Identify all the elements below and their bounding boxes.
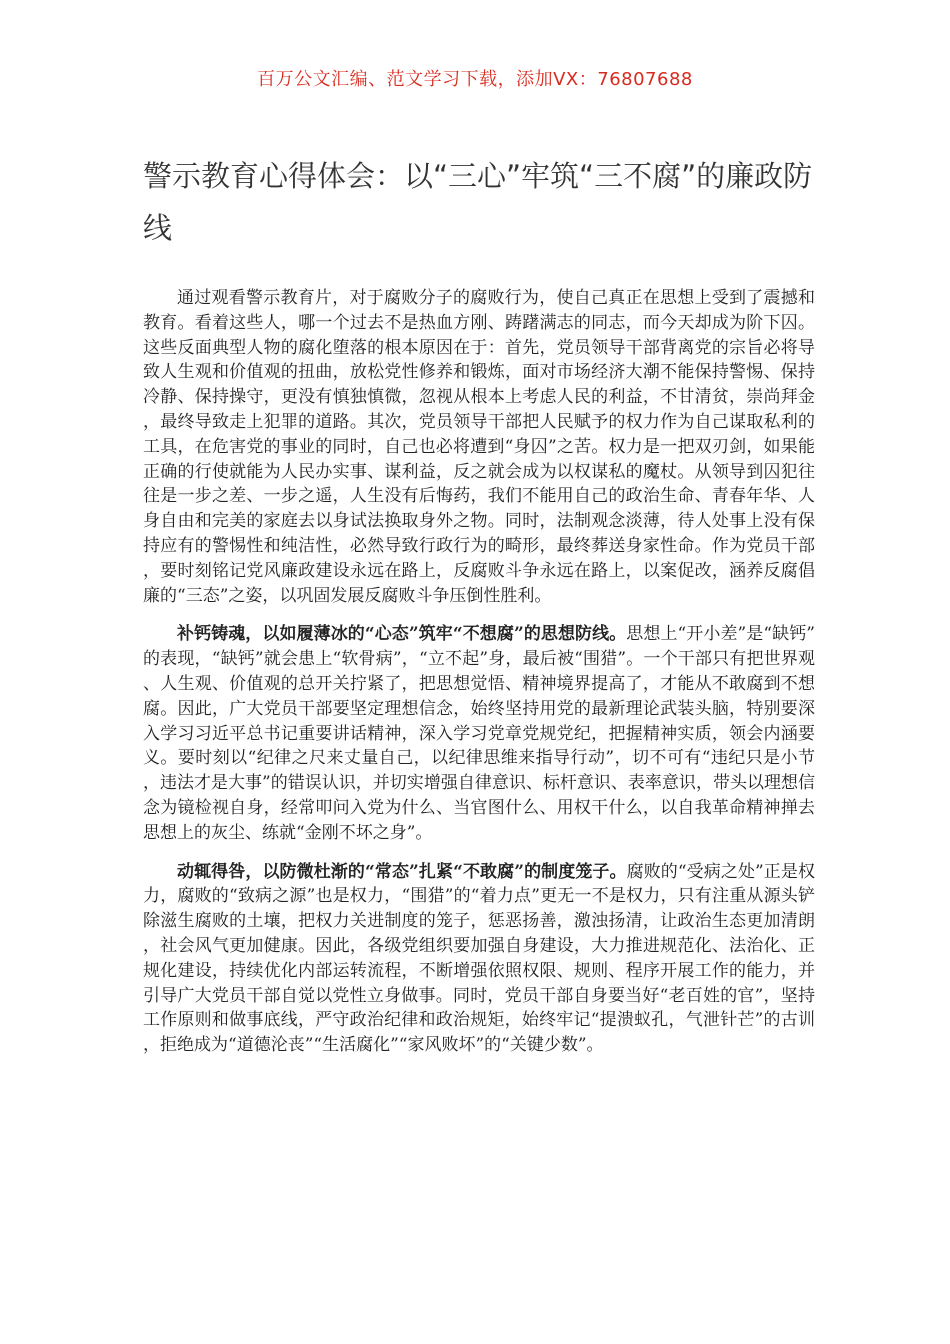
paragraph-text: 腐败的“受病之处”正是权力，腐败的“致病之源”也是权力，“围猎”的“着力点”更无一不是权力，只有注重从源头铲除滋生腐败的土壤，把权力关进制度的笼子，惩恶扬善，激浊扬清，让政治生态更加清朗，社会风气更加健康。因此，各级党组织要加强自身建设，大力推进规范化、法治化、正规化建设，持续优化内部运转流程，不断增强依照权限、规则、程序开展工作的能力，并引导广大党员干部自觉以党性立身做事。同时，党员干部自身要当好“老百姓的官”，坚持工作原则和做事底线，严守政治纪律和政治规矩，始终牢记“提溃蚁孔，气泄针芒”的古训，拒绝成为“道德沦丧”“生活腐化”“家风败坏”的“关键少数”。: [143, 861, 815, 1056]
paragraph-text: 通过观看警示教育片，对于腐败分子的腐败行为，使自己真正在思想上受到了震撼和教育。看着这些人，哪一个过去不是热血方刚、踌躇满志的同志，而今天却成为阶下囚。这些反面典型人物的腐化堕落的根本原因在于：首先，党员领导干部背离党的宗旨必将导致人生观和价值观的扭曲，放松党性修养和锻炼，面对市场经济大潮不能保持警惕、保持冷静、保持操守，更没有慎独慎微，忽视从根本上考虑人民的利益，不甘清贫，崇尚拜金，最终导致走上犯罪的道路。其次，党员领导干部把人民赋予的权力作为自己谋取私利的工具，在危害党的事业的同时，自己也必将遭到“身囚”之苦。权力是一把双刃剑，如果能正确的行使就能为人民办实事、谋利益，反之就会成为以权谋私的魔杖。从领导到囚犯往往是一步之差、一步之遥，人生没有后悔药，我们不能用自己的政治生命、青春年华、人身自由和完美的家庭去以身试法换取身外之物。同时，法制观念淡薄，待人处事上没有保持应有的警惕性和纯洁性，必然导致行政行为的畸形，最终葬送身家性命。作为党员干部，要时刻铭记党风廉政建设永远在路上，反腐败斗争永远在路上，以案促改，涵养反腐倡廉的“三态”之姿，以巩固发展反腐败斗争压倒性胜利。: [143, 288, 815, 606]
header-contact-note: 百万公文汇编、范文学习下载，添加VX：76807688: [257, 69, 693, 90]
paragraph-lead: 动辄得咎，以防微杜渐的“常态”扎紧“不敢腐”的制度笼子。: [177, 861, 627, 882]
paragraph-bugai: [143, 622, 815, 845]
paragraph-text: 思想上“开小差”是“缺钙”的表现，“缺钙”就会患上“软骨病”，“立不起”身，最后被“围猎”。一个干部只有把世界观、人生观、价值观的总开关拧紧了，把思想觉悟、精神境界提高了，才能从不敢腐到不想腐。因此，广大党员干部要坚定理想信念，始终坚持用党的最新理论武装头脑，特别要深入学习习近平总书记重要讲话精神，深入学习党章党规党纪，把握精神实质，领会内涵要义。要时刻以“纪律之尺来丈量自己，以纪律思维来指导行动”，切不可有“违纪只是小节，违法才是大事”的错误认识，并切实增强自律意识、标杆意识、表率意识，带头以理想信念为镜检视自身，经常叩问入党为什么、当官图什么、用权干什么，以自我革命精神掸去思想上的灰尘、练就“金刚不坏之身”。: [143, 624, 815, 843]
document-title: 警示教育心得体会：以“三心”牢筑“三不腐”的廉政防线: [143, 159, 813, 245]
document-body: [143, 286, 815, 1058]
paragraph-dongzhe: [143, 860, 815, 1058]
paragraph-lead: 补钙铸魂，以如履薄冰的“心态”筑牢“不想腐”的思想防线。: [177, 624, 627, 645]
paragraph-intro: [143, 286, 815, 608]
